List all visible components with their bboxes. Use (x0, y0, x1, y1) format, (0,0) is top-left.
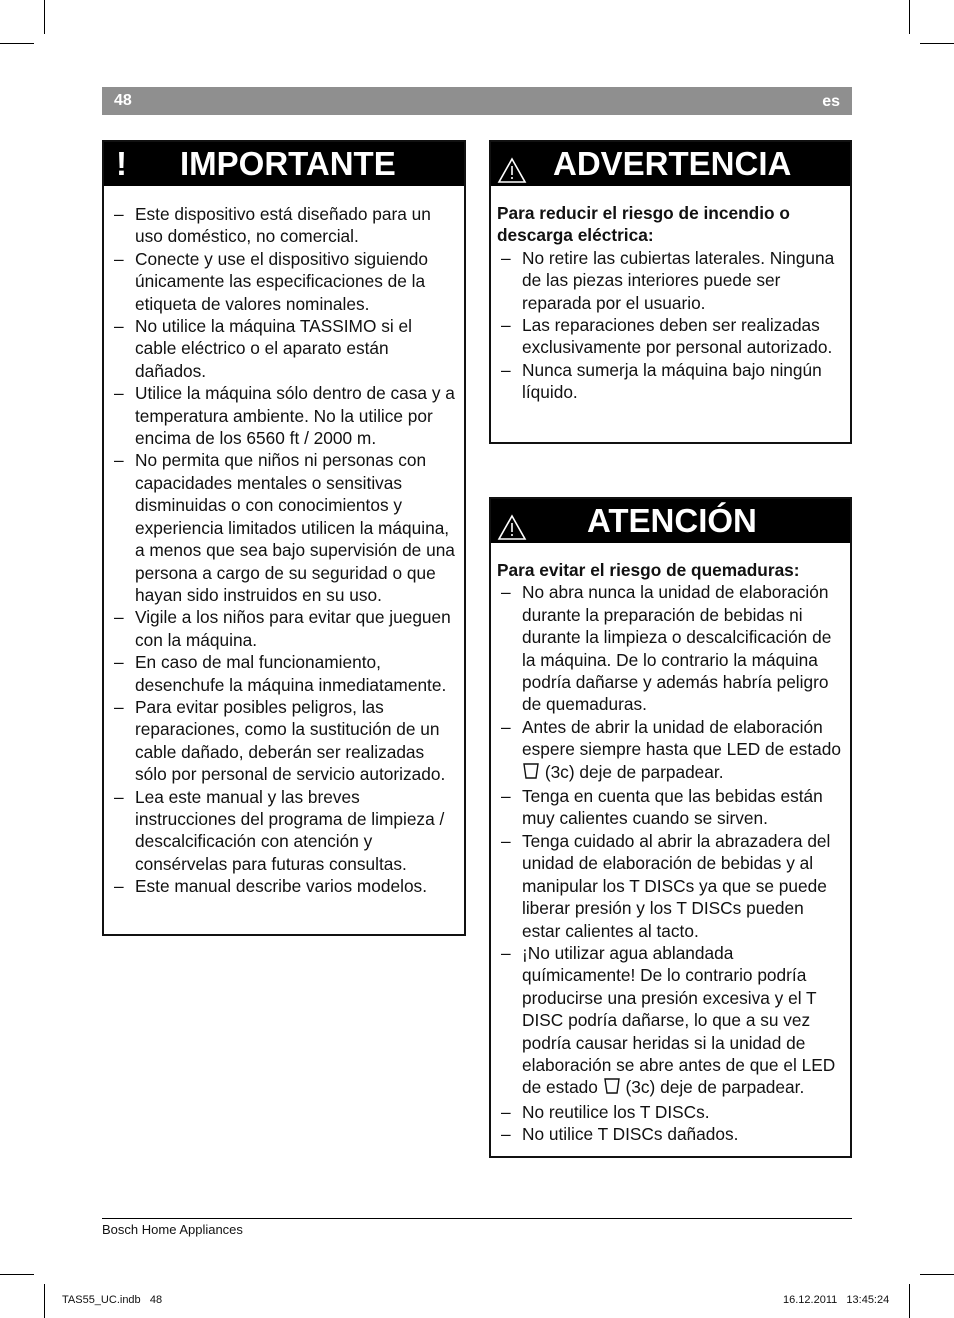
list-item: – Utilice la máquina sólo dentro de casa y a temperatura ambiente. No la utilice por encima de los 6560 ft / 2000 m. (110, 382, 458, 449)
crop-mark (44, 0, 45, 34)
list-item: – Para evitar posibles peligros, las reparaciones, como la sustitución de un cable dañado, deberán ser realizadas sólo por personal de servicio autorizado. (110, 696, 458, 786)
atencion-list (497, 581, 844, 1145)
crop-mark (920, 1274, 954, 1275)
print-slug-date: 16.12.2011 13:45:24 (783, 1294, 890, 1306)
list-item: – No abra nunca la unidad de elaboración durante la preparación de bebidas ni durante la limpieza o descalcificación de la máquina. De lo contrario la máquina podría dañarse y además habría peligro de quemaduras. (497, 581, 844, 715)
cup-icon (522, 762, 540, 785)
advertencia-box (489, 140, 852, 444)
advertencia-body (491, 186, 850, 404)
list-item: – Las reparaciones deben ser realizadas exclusivamente por personal autorizado. (497, 314, 844, 359)
warning-triangle-icon (497, 151, 527, 179)
crop-mark (909, 1284, 910, 1318)
advertencia-title: ADVERTENCIA (553, 145, 792, 182)
exclamation-icon: ! (116, 145, 127, 182)
list-item: – Conecte y use el dispositivo siguiendo únicamente las especificaciones de la etiqueta de valores nominales. (110, 248, 458, 315)
list-item: – No reutilice los T DISCs. (497, 1101, 844, 1123)
importante-title: IMPORTANTE (180, 145, 396, 182)
list-item: – No utilice T DISCs dañados. (497, 1123, 844, 1145)
list-item (497, 942, 844, 1101)
crop-mark (909, 0, 910, 34)
advertencia-list (497, 247, 844, 404)
atencion-title-bar (491, 499, 850, 543)
item-text: ¡No utilizar agua ablandada químicamente! De lo contrario podría producirse una presión excesiva y el T DISC podría dañarse, lo que a su vez podría causar heridas si la unidad de elaboración se abre antes de que el LED de estado (522, 942, 836, 1098)
list-item: – Vigile a los niños para evitar que jueguen con la máquina. (110, 606, 458, 651)
item-text: (3c) deje de parpadear. (544, 761, 724, 782)
list-item: – No retire las cubiertas laterales. Ninguna de las piezas interiores puede ser reparada por el usuario. (497, 247, 844, 314)
page-header (102, 87, 852, 115)
atencion-title: ATENCIÓN (587, 502, 757, 539)
footer-rule (102, 1218, 852, 1219)
list-item: – En caso de mal funcionamiento, desenchufe la máquina inmediatamente. (110, 651, 458, 696)
advertencia-title-bar (491, 142, 850, 186)
atencion-intro: Para evitar el riesgo de quemaduras: (497, 560, 800, 580)
list-item: – Tenga cuidado al abrir la abrazadera del unidad de elaboración de bebidas y al manipular los T DISCs ya que se puede liberar presión y los T DISCs pueden estar calientes al tacto. (497, 830, 844, 942)
list-item: – Nunca sumerja la máquina bajo ningún líquido. (497, 359, 844, 404)
language-code: es (822, 93, 840, 110)
list-item: – Este dispositivo está diseñado para un uso doméstico, no comercial. (110, 203, 458, 248)
atencion-body (491, 543, 850, 1146)
importante-title-bar (104, 142, 464, 186)
cup-icon (603, 1077, 621, 1100)
print-slug-file: TAS55_UC.indb 48 (62, 1294, 163, 1306)
crop-mark (44, 1284, 45, 1318)
importante-list (110, 203, 458, 898)
crop-mark (920, 43, 954, 44)
crop-mark (0, 1274, 34, 1275)
item-text: (3c) deje de parpadear. (625, 1077, 805, 1098)
crop-mark (0, 43, 34, 44)
list-item (497, 716, 844, 785)
list-item: – Lea este manual y las breves instrucciones del programa de limpieza / descalcificación con atención y consérvelas para futuras consultas. (110, 786, 458, 876)
advertencia-intro: Para reducir el riesgo de incendio o descarga eléctrica: (497, 203, 790, 246)
list-item: – Este manual describe varios modelos. (110, 875, 458, 897)
page-number: 48 (114, 92, 132, 109)
warning-triangle-icon (497, 508, 527, 536)
importante-body (104, 186, 464, 898)
list-item: – No permita que niños ni personas con capacidades mentales o sensitivas disminuidas o con conocimientos y experiencia limitados utilicen la máquina, a menos que sea bajo supervisión de una persona a cargo de su seguridad o que hayan sido instruidos en su uso. (110, 449, 458, 606)
list-item: – No utilice la máquina TASSIMO si el cable eléctrico o el aparato están dañados. (110, 315, 458, 382)
item-text: Antes de abrir la unidad de elaboración espere siempre hasta que LED de estado (522, 716, 841, 760)
atencion-box (489, 497, 852, 1158)
list-item: – Tenga en cuenta que las bebidas están muy calientes cuando se sirven. (497, 785, 844, 830)
importante-box (102, 140, 466, 936)
footer-brand: Bosch Home Appliances (102, 1222, 243, 1237)
